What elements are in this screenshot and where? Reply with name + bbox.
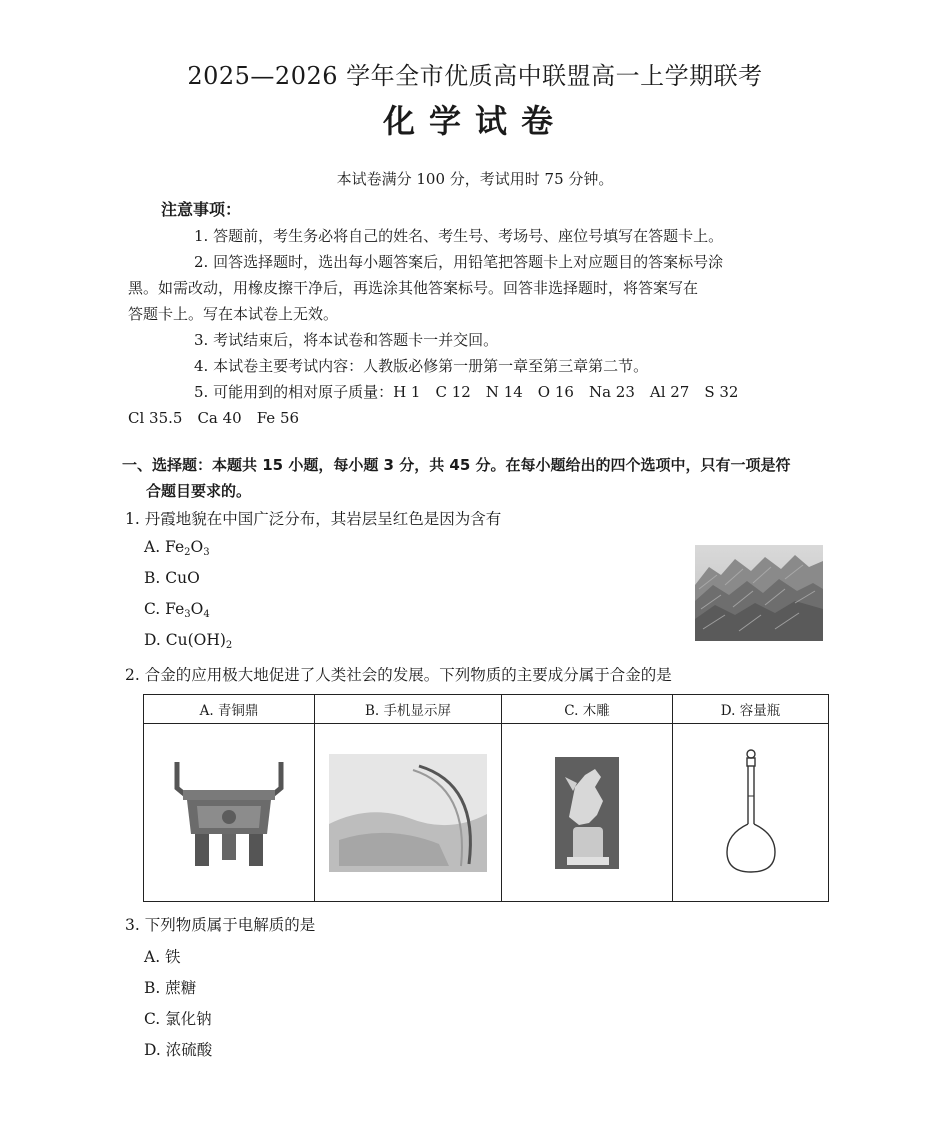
table-header-cell: D. 容量瓶 [673,695,829,724]
notice-item: 3. 考试结束后，将本试卷和答题卡一并交回。 [194,331,499,349]
subscript: 4 [203,609,210,620]
table-header-cell: C. 木雕 [502,695,673,724]
wood-carving-image [555,757,619,869]
subscript: 2 [184,547,191,558]
question-1-option-c [144,600,210,620]
formula-text: A. Fe [144,538,185,556]
formula-text: C. Fe [144,600,185,618]
subject-title: 化学试卷 [382,102,567,140]
question-1-option-a [144,538,210,558]
formula-text: O [190,600,204,618]
danxia-landform-photo [695,545,823,641]
notice-item: 黑。如需改动，用橡皮擦干净后，再选涂其他答案标号。回答非选择题时，将答案写在 [128,279,699,297]
subscript: 3 [203,547,210,558]
notice-block [128,196,800,431]
table-image-cell [315,724,502,902]
subscript: 2 [225,640,233,651]
question-3-option-d: D. 浓硫酸 [144,1041,213,1059]
question-3-option-c: C. 氯化钠 [144,1010,212,1028]
subscript: 3 [184,609,191,620]
question-3-option-a: A. 铁 [144,948,181,966]
question-1-stem: 1. 丹霞地貌在中国广泛分布，其岩层呈红色是因为含有 [125,510,502,528]
notice-item: 5. 可能用到的相对原子质量：H 1 C 12 N 14 O 16 Na 23 Al 27 S 32 [194,383,739,401]
formula-text: O [190,538,204,556]
notice-item: 答题卡上。写在本试卷上无效。 [128,305,339,323]
notice-item: 2. 回答选择题时，选出每小题答案后，用铅笔把答题卡上对应题目的答案标号涂 [194,253,724,271]
notice-item: 1. 答题前，考生务必将自己的姓名、考生号、考场号、座位号填写在答题卡上。 [194,227,724,245]
table-image-cell [502,724,673,902]
bronze-ding-image [169,754,289,872]
question-3-stem: 3. 下列物质属于电解质的是 [125,916,316,934]
volumetric-flask-image [721,748,781,878]
notice-title: 注意事项： [161,200,242,219]
table-image-cell [673,724,829,902]
section-heading [122,452,834,504]
table-header-cell: A. 青铜鼎 [144,695,315,724]
question-2-stem: 2. 合金的应用极大地促进了人类社会的发展。下列物质的主要成分属于合金的是 [125,666,672,684]
notice-item: Cl 35.5 Ca 40 Fe 56 [128,409,300,427]
section-heading-line: 一、选择题：本题共 15 小题，每小题 3 分，共 45 分。在每小题给出的四个选项中，只有一项是符 [122,456,791,474]
table-image-cell [144,724,315,902]
section-heading-line: 合题目要求的。 [146,482,252,500]
phone-screen-image [329,754,487,872]
alloy-options-table [143,694,829,902]
formula-text: D. Cu(OH) [144,631,226,649]
question-1-option-d [144,631,232,651]
table-header-cell: B. 手机显示屏 [315,695,502,724]
exam-title: 2025—2026 学年全市优质高中联盟高一上学期联考 [187,62,763,90]
question-1-option-b: B. CuO [144,569,200,587]
notice-item: 4. 本试卷主要考试内容：人教版必修第一册第一章至第三章第二节。 [194,357,649,375]
exam-info: 本试卷满分 100 分，考试用时 75 分钟。 [336,170,614,188]
question-3-option-b: B. 蔗糖 [144,979,197,997]
